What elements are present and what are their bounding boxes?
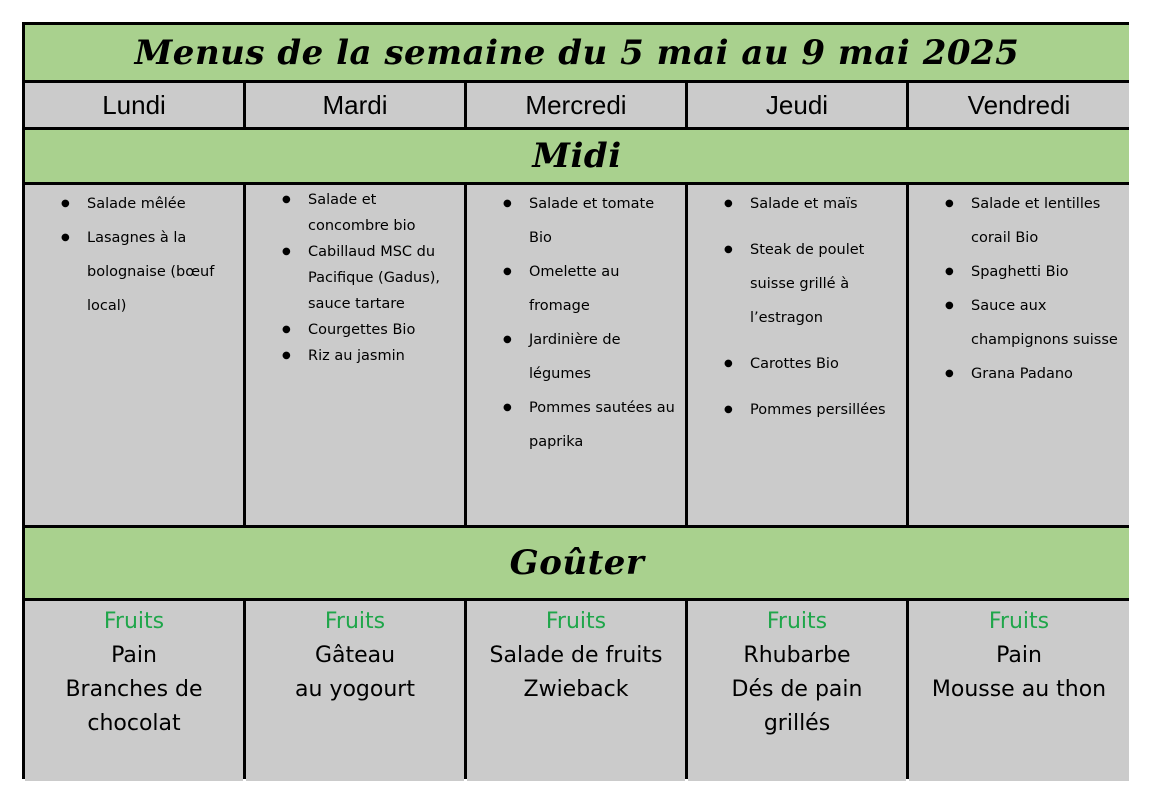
list-item: ● Grana Padano <box>921 357 1125 391</box>
list-item: ● Salade et concombre bio <box>258 187 460 239</box>
title-row <box>25 25 1129 80</box>
list-item: ● Spaghetti Bio <box>921 255 1125 289</box>
list-item: ● Riz au jasmin <box>258 343 460 369</box>
lunch-section-header <box>25 130 1129 182</box>
snack-thursday <box>688 601 906 781</box>
day-header-wednesday: Mercredi <box>467 83 685 127</box>
list-item: ● Salade et maïs <box>700 187 902 221</box>
snack-line: Dés de pain <box>731 677 863 702</box>
snack-monday <box>25 601 243 781</box>
snack-line: Pain <box>111 643 157 668</box>
snack-line: Mousse au thon <box>931 677 1107 702</box>
snack-fruit: Fruits <box>766 609 828 634</box>
snack-line: Gâteau <box>314 643 396 668</box>
lunch-friday <box>909 185 1129 525</box>
weekly-menu-table <box>22 22 1129 779</box>
list-item: ● Sauce aux champignons suisse <box>921 289 1125 357</box>
snack-tuesday <box>246 601 464 781</box>
list-item: ● Pommes persillées <box>700 393 902 427</box>
page-title: Menus de la semaine du 5 mai au 9 mai 2025 <box>134 32 1020 73</box>
list-item: ● Salade et lentilles corail Bio <box>921 187 1125 255</box>
snack-line: Salade de fruits <box>489 643 663 668</box>
snack-line: grillés <box>763 711 831 736</box>
snack-section-header <box>25 528 1129 598</box>
list-item: ● Steak de poulet suisse grillé à l’estragon <box>700 233 902 335</box>
day-header-thursday: Jeudi <box>688 83 906 127</box>
list-item: ● Courgettes Bio <box>258 317 460 343</box>
day-header-monday: Lundi <box>25 83 243 127</box>
list-item: ● Jardinière de légumes <box>479 323 681 391</box>
day-header-tuesday: Mardi <box>246 83 464 127</box>
list-item: ● Carottes Bio <box>700 347 902 381</box>
list-item: ● Omelette au fromage <box>479 255 681 323</box>
snack-fruit: Fruits <box>545 609 607 634</box>
list-item: ● Cabillaud MSC du Pacifique (Gadus), sauce tartare <box>258 239 460 317</box>
list-item: ● Lasagnes à la bolognaise (bœuf local) <box>37 221 239 323</box>
day-header-friday: Vendredi <box>909 83 1129 127</box>
snack-fruit: Fruits <box>324 609 386 634</box>
snack-section-title: Goûter <box>509 543 645 583</box>
list-item: ● Salade mêlée <box>37 187 239 221</box>
snack-line: Branches de <box>65 677 203 702</box>
snack-fruit: Fruits <box>988 609 1050 634</box>
snack-fruit: Fruits <box>103 609 165 634</box>
lunch-wednesday <box>467 185 685 525</box>
snack-line: chocolat <box>87 711 181 736</box>
snack-line: Zwieback <box>523 677 629 702</box>
lunch-section-title: Midi <box>532 136 622 176</box>
lunch-tuesday <box>246 185 464 525</box>
lunch-thursday <box>688 185 906 525</box>
snack-line: Pain <box>996 643 1042 668</box>
lunch-monday <box>25 185 243 525</box>
list-item: ● Pommes sautées au paprika <box>479 391 681 459</box>
snack-line: au yogourt <box>295 677 415 702</box>
snack-wednesday <box>467 601 685 781</box>
list-item: ● Salade et tomate Bio <box>479 187 681 255</box>
snack-friday <box>909 601 1129 781</box>
snack-line: Rhubarbe <box>743 643 851 668</box>
